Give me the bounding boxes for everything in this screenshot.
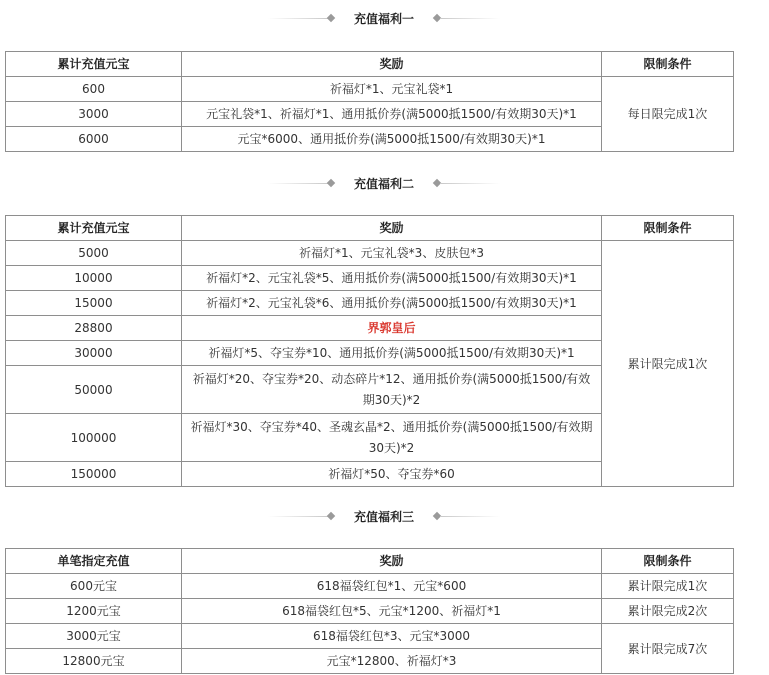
amount-cell: 150000 (6, 462, 182, 487)
reward-cell-highlight: 界郭皇后 (182, 316, 602, 341)
amount-cell: 50000 (6, 366, 182, 414)
table-header-row (6, 549, 734, 574)
limit-cell: 累计限完成7次 (602, 624, 734, 674)
amount-cell: 5000 (6, 241, 182, 266)
limit-cell: 每日限完成1次 (602, 77, 734, 152)
reward-cell: 元宝礼袋*1、祈福灯*1、通用抵价券(满5000抵1500/有效期30天)*1 (182, 102, 602, 127)
header-amount: 单笔指定充值 (6, 549, 182, 574)
table-row (6, 624, 734, 649)
header-limit: 限制条件 (602, 216, 734, 241)
section-title-3 (0, 507, 769, 527)
amount-cell: 1200元宝 (6, 599, 182, 624)
amount-cell: 12800元宝 (6, 649, 182, 674)
amount-cell: 3000 (6, 102, 182, 127)
reward-line: 期30天)*2 (362, 392, 421, 407)
title-divider-right (440, 183, 500, 184)
reward-cell: 祈福灯*5、夺宝券*10、通用抵价券(满5000抵1500/有效期30天)*1 (182, 341, 602, 366)
reward-line: 30天)*2 (368, 440, 415, 455)
amount-cell: 15000 (6, 291, 182, 316)
reward-cell: 祈福灯*1、元宝礼袋*1 (182, 77, 602, 102)
amount-cell: 600 (6, 77, 182, 102)
limit-cell: 累计限完成1次 (602, 241, 734, 487)
reward-cell: 618福袋红包*1、元宝*600 (182, 574, 602, 599)
recharge-table-2 (5, 215, 734, 487)
amount-cell: 3000元宝 (6, 624, 182, 649)
limit-cell: 累计限完成2次 (602, 599, 734, 624)
amount-cell: 10000 (6, 266, 182, 291)
header-amount: 累计充值元宝 (6, 52, 182, 77)
amount-cell: 600元宝 (6, 574, 182, 599)
table-row (6, 574, 734, 599)
reward-cell: 元宝*6000、通用抵价券(满5000抵1500/有效期30天)*1 (182, 127, 602, 152)
title-divider-left (268, 18, 328, 19)
amount-cell: 6000 (6, 127, 182, 152)
reward-line: 祈福灯*30、夺宝券*40、圣魂玄晶*2、通用抵价券(满5000抵1500/有效期 (190, 419, 593, 434)
title-divider-left (268, 183, 328, 184)
section-heading: 充值福利二 (353, 177, 414, 191)
title-divider-right (440, 18, 500, 19)
reward-cell: 元宝*12800、祈福灯*3 (182, 649, 602, 674)
reward-cell: 618福袋红包*5、元宝*1200、祈福灯*1 (182, 599, 602, 624)
reward-cell: 祈福灯*2、元宝礼袋*5、通用抵价券(满5000抵1500/有效期30天)*1 (182, 266, 602, 291)
reward-cell (182, 366, 602, 414)
table-header-row (6, 52, 734, 77)
recharge-table-3 (5, 548, 734, 674)
amount-cell: 100000 (6, 414, 182, 462)
table-row (6, 599, 734, 624)
table-header-row (6, 216, 734, 241)
header-limit: 限制条件 (602, 52, 734, 77)
header-limit: 限制条件 (602, 549, 734, 574)
table-row (6, 241, 734, 266)
header-reward: 奖励 (182, 549, 602, 574)
reward-cell: 祈福灯*50、夺宝券*60 (182, 462, 602, 487)
header-reward: 奖励 (182, 52, 602, 77)
reward-cell (182, 414, 602, 462)
reward-cell: 618福袋红包*3、元宝*3000 (182, 624, 602, 649)
amount-cell: 30000 (6, 341, 182, 366)
title-divider-right (440, 516, 500, 517)
header-reward: 奖励 (182, 216, 602, 241)
title-divider-left (268, 516, 328, 517)
header-amount: 累计充值元宝 (6, 216, 182, 241)
recharge-table-1 (5, 51, 734, 152)
amount-cell: 28800 (6, 316, 182, 341)
table-row (6, 77, 734, 102)
reward-cell: 祈福灯*1、元宝礼袋*3、皮肤包*3 (182, 241, 602, 266)
section-heading: 充值福利一 (353, 12, 414, 26)
reward-line: 祈福灯*20、夺宝券*20、动态碎片*12、通用抵价券(满5000抵1500/有效 (192, 371, 591, 386)
section-title-1 (0, 9, 769, 29)
section-title-2 (0, 174, 769, 194)
reward-cell: 祈福灯*2、元宝礼袋*6、通用抵价券(满5000抵1500/有效期30天)*1 (182, 291, 602, 316)
section-heading: 充值福利三 (353, 510, 414, 524)
limit-cell: 累计限完成1次 (602, 574, 734, 599)
